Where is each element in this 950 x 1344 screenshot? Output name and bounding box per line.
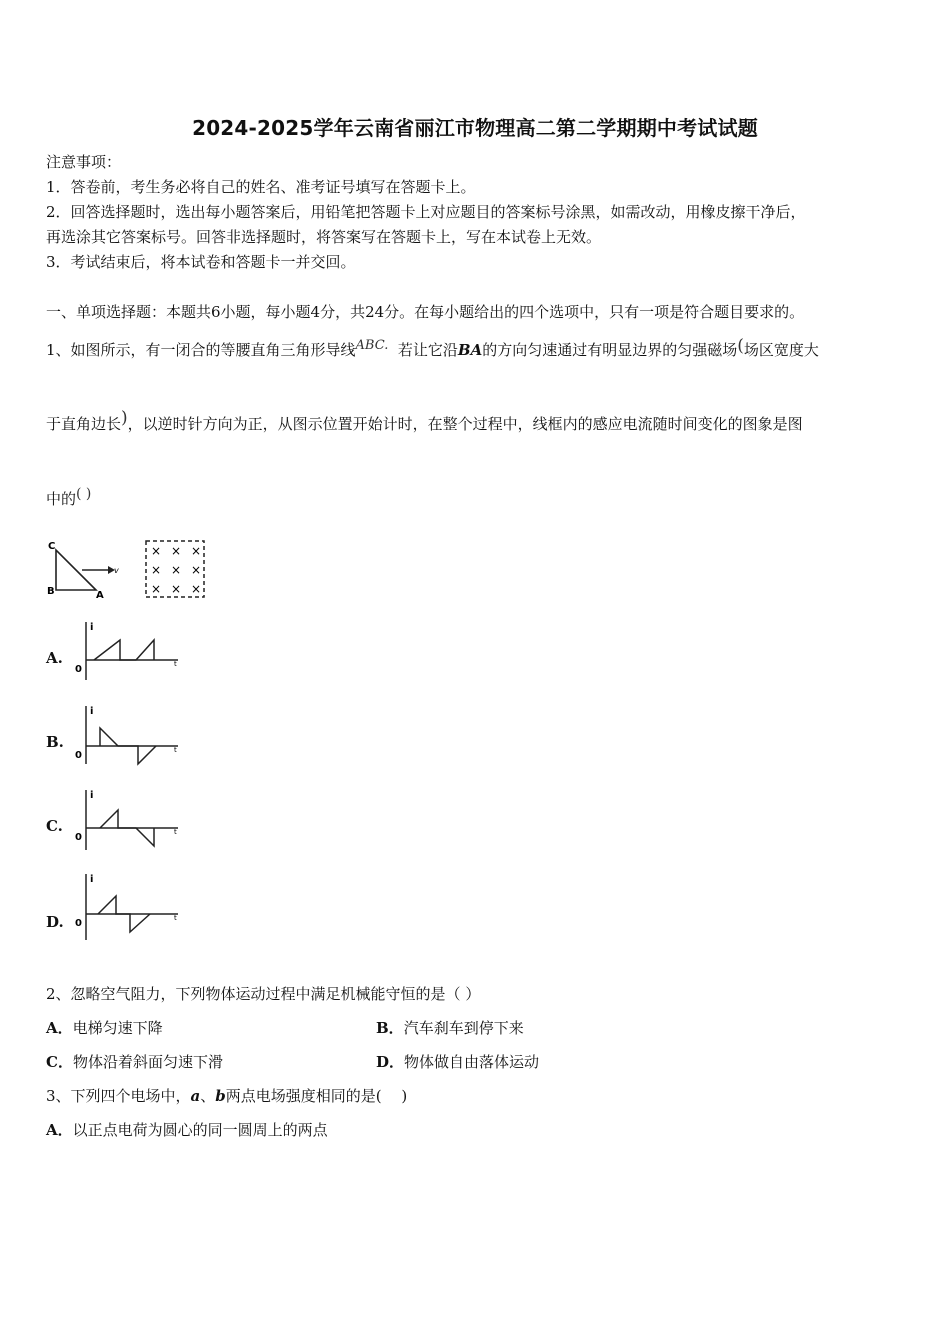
field-cross-mark: × [191, 582, 202, 596]
q1-option-c-graph[interactable] [72, 786, 184, 854]
field-cross-mark: × [171, 544, 182, 558]
q1-ba-label: BA [457, 341, 483, 359]
q1-option-d-graph[interactable] [72, 870, 184, 946]
q1-option-c-letter[interactable]: C. [46, 817, 63, 835]
option-text: 汽车刹车到停下来 [403, 1019, 524, 1037]
field-cross-mark: × [151, 563, 162, 577]
field-cross-mark: × [151, 544, 162, 558]
q1-answer-paren: ( ) [76, 486, 92, 502]
axis-i-label: i [90, 790, 94, 801]
question-1-line-3 [46, 486, 92, 510]
origin-label: 0 [75, 832, 82, 843]
velocity-arrow [82, 566, 115, 574]
q1-text: ，以逆时针方向为正，从图示位置开始计时，在整个过程中，线框内的感应电流随时间变化的图象是图 [127, 415, 803, 433]
q2-option-d[interactable] [376, 1052, 539, 1072]
notice-heading: 注意事项： [46, 153, 122, 171]
label-v: v [114, 566, 119, 575]
option-letter: B． [376, 1019, 404, 1037]
label-a: A [96, 590, 104, 601]
label-b: B [47, 586, 55, 597]
q1-paren-open: ( [737, 336, 744, 356]
q1-paren-close: ) [121, 408, 128, 428]
option-text: 物体做自由落体运动 [404, 1053, 540, 1071]
axis-t-label: t [174, 746, 177, 754]
origin-label: 0 [75, 664, 82, 675]
q2-option-b[interactable] [376, 1018, 524, 1038]
option-letter: C． [46, 1053, 73, 1071]
q1-text: 于直角边长 [46, 415, 122, 433]
section-heading: 一、单项选择题：本题共6小题，每小题4分，共24分。在每小题给出的四个选项中，只有一项是符合题目要求的。 [46, 303, 805, 321]
q3-text: 3、下列四个电场中， [46, 1087, 191, 1105]
q3-point-a: a [190, 1087, 201, 1105]
field-cross-mark: × [191, 544, 202, 558]
q2-option-a[interactable] [46, 1018, 163, 1038]
question-1-line-1 [46, 336, 819, 362]
notice-item: 1．答卷前，考生务必将自己的姓名、准考证号填写在答题卡上。 [46, 178, 476, 196]
label-c: C [48, 541, 56, 552]
q1-option-b-letter[interactable]: B. [46, 733, 64, 751]
axis-i-label: i [90, 706, 94, 717]
q3-text: 、 [200, 1087, 216, 1105]
origin-label: 0 [75, 918, 82, 929]
question-2-stem: 2、忽略空气阻力，下列物体运动过程中满足机械能守恒的是（ ） [46, 985, 481, 1003]
q1-text: 1、如图所示，有一闭合的等腰直角三角形导线 [46, 341, 356, 359]
q3-option-a[interactable] [46, 1120, 328, 1140]
question-3-stem [46, 1086, 407, 1106]
option-letter: A． [46, 1121, 73, 1139]
axis-t-label: t [174, 660, 177, 668]
origin-label: 0 [75, 750, 82, 761]
question-1-line-2 [46, 408, 803, 434]
notice-item: 3．考试结束后，将本试卷和答题卡一并交回。 [46, 253, 356, 271]
field-cross-mark: × [171, 563, 182, 577]
current-curve [94, 640, 154, 660]
page-title: 2024-2025学年云南省丽江市物理高二第二学期期中考试试题 [192, 116, 758, 140]
axis-i-label: i [90, 622, 94, 633]
q1-option-a-graph[interactable] [72, 618, 184, 686]
field-cross-mark: × [151, 582, 162, 596]
notice-item: 再选涂其它答案标号。回答非选择题时，将答案写在答题卡上，写在本试卷上无效。 [46, 228, 602, 246]
option-text: 电梯匀速下降 [72, 1019, 163, 1037]
q3-text: 两点电场强度相同的是( ) [225, 1087, 408, 1105]
q1-text: 中的 [46, 490, 77, 508]
q3-point-b: b [215, 1087, 226, 1105]
option-text: 以正点电荷为圆心的同一圆周上的两点 [72, 1121, 328, 1139]
q1-text: 场区宽度大 [743, 341, 819, 359]
notice-item: 2．回答选择题时，选出每小题答案后，用铅笔把答题卡上对应题目的答案标号涂黑，如需改动，用橡皮擦干净后， [46, 203, 806, 221]
q1-text: 的方向匀速通过有明显边界的匀强磁场 [482, 341, 738, 359]
q1-option-a-letter[interactable]: A. [46, 649, 63, 667]
q1-abc-label: ABC. [355, 338, 389, 353]
q1-option-b-graph[interactable] [72, 702, 184, 770]
option-letter: D． [376, 1053, 405, 1071]
option-text: 物体沿着斜面匀速下滑 [72, 1053, 223, 1071]
field-cross-mark: × [191, 563, 202, 577]
axis-t-label: t [174, 914, 177, 922]
field-marks [151, 544, 201, 596]
q1-option-d-letter[interactable]: D. [46, 913, 64, 931]
q1-text: 若让它沿 [397, 341, 458, 359]
axis-i-label: i [90, 874, 94, 885]
field-cross-mark: × [171, 582, 182, 596]
axis-t-label: t [174, 828, 177, 836]
q1-figure [44, 538, 214, 602]
option-letter: A． [46, 1019, 73, 1037]
q2-option-c[interactable] [46, 1052, 223, 1072]
